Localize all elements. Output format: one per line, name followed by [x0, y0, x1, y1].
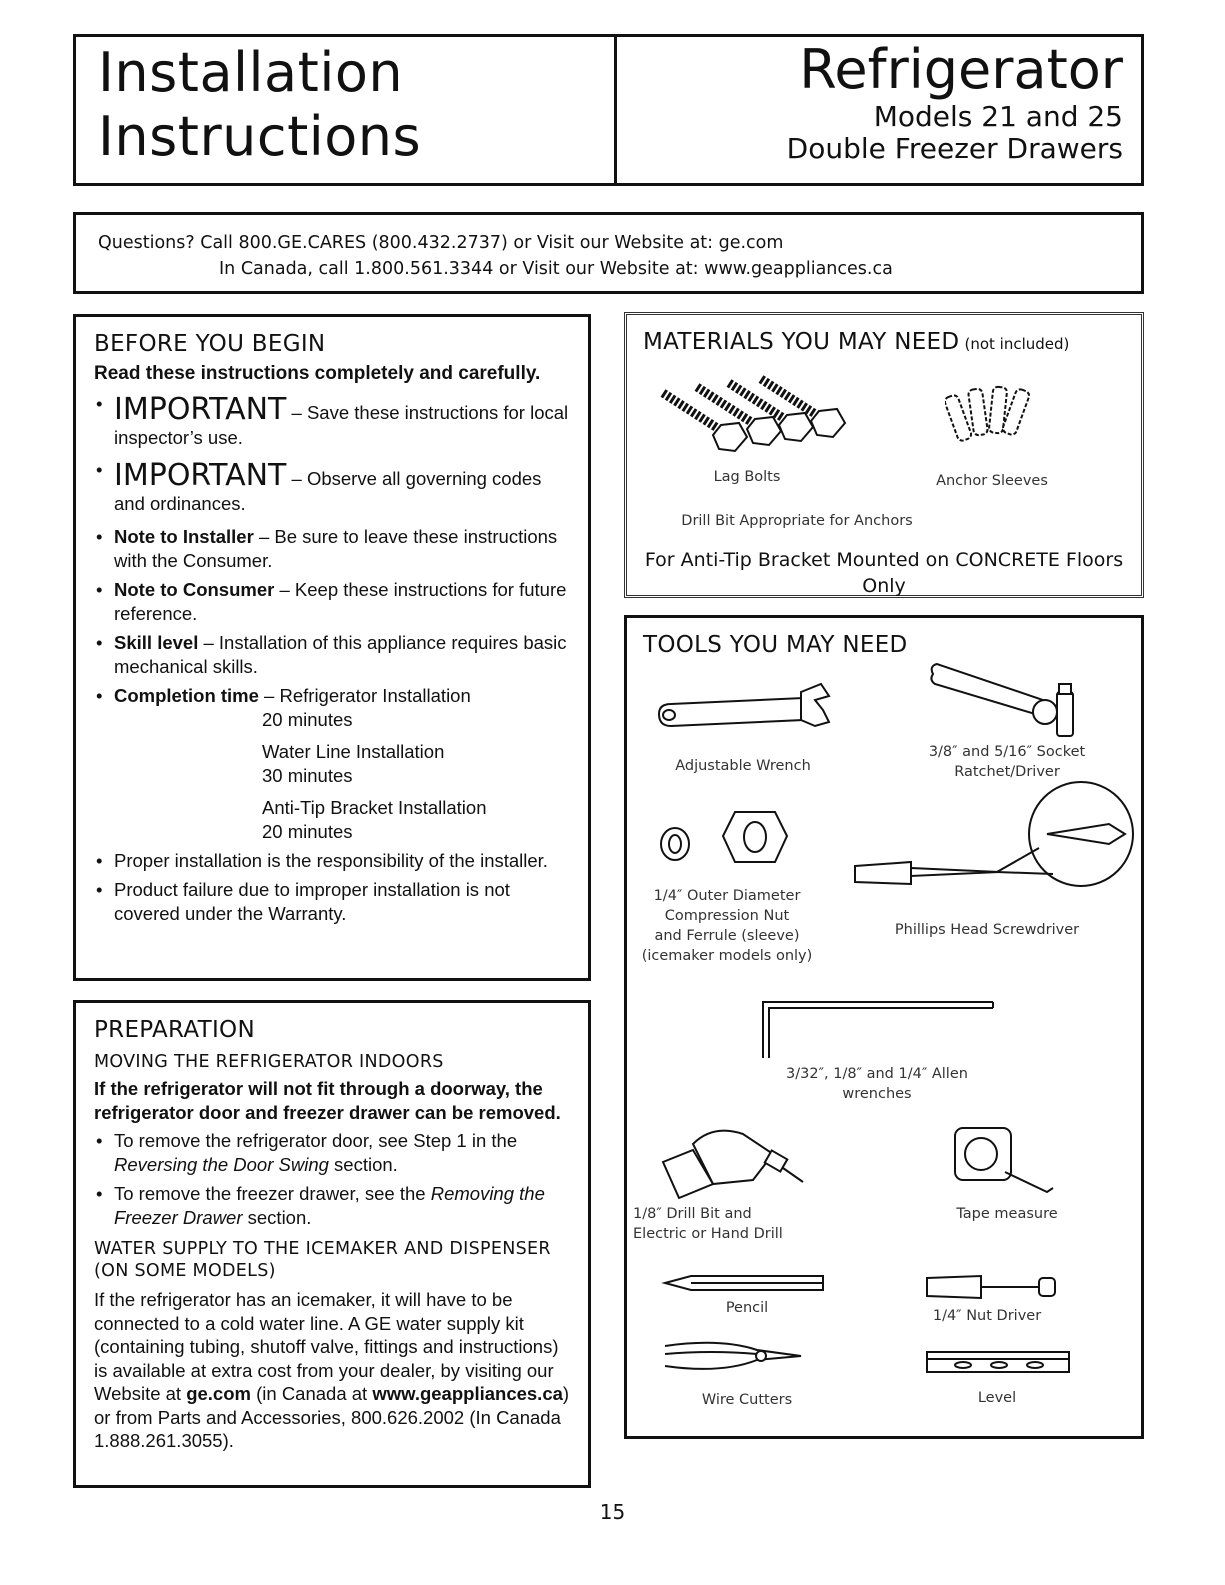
list-item — [94, 1182, 570, 1230]
consumer-label: Note to Consumer — [114, 579, 275, 600]
list-item — [94, 684, 570, 844]
time-label: Anti-Tip Bracket Installation — [262, 797, 487, 818]
nut-label-3: and Ferrule (sleeve) — [654, 928, 800, 944]
before-list — [94, 393, 570, 926]
time-value: 20 minutes — [262, 709, 353, 730]
contact-canada: In Canada, call 1.800.561.3344 or Visit our Website at: www.geappliances.ca — [219, 259, 893, 279]
skill-label: Skill level — [114, 632, 199, 653]
lag-bolts-icon — [655, 373, 855, 463]
contact-us: Questions? Call 800.GE.CARES (800.432.2737) or Visit our Website at: ge.com — [98, 233, 784, 253]
materials-heading — [643, 329, 1127, 355]
lag-bolts-label: Lag Bolts — [713, 469, 781, 485]
door-ref: Reversing the Door Swing — [114, 1154, 329, 1175]
concrete-note: For Anti-Tip Bracket Mounted on CONCRETE Floors Only — [644, 549, 1124, 597]
completion-label: Completion time — [114, 685, 259, 706]
header-title-box — [73, 34, 615, 186]
socket-label-2: Ratchet/Driver — [954, 764, 1060, 780]
water-text: ) or from Parts and Accessories, 800.626.2002 (In Canada 1.888.261.3055). — [94, 1383, 570, 1451]
tape-measure-icon — [949, 1122, 1059, 1202]
list-item — [94, 459, 570, 515]
nut-driver-label: 1/4″ Nut Driver — [932, 1308, 1042, 1324]
time-label: Water Line Installation — [262, 741, 445, 762]
list-item: • Product failure due to improper installation is not covered under the Warranty. — [94, 878, 570, 926]
lead-text: Read these instructions completely and carefully. — [94, 363, 541, 384]
socket-ratchet-icon — [923, 654, 1093, 744]
important-text: – Save these instructions for local inspector’s use. — [114, 402, 569, 448]
skill-text: – Installation of this appliance requires basic mechanical skills. — [114, 632, 567, 677]
drill-bit-label: Drill Bit Appropriate for Anchors — [681, 513, 913, 529]
section-heading: PREPARATION — [94, 1017, 255, 1043]
nut-label-4: (icemaker models only) — [641, 948, 813, 964]
compression-nut-icon — [647, 806, 797, 868]
important-label: IMPORTANT — [114, 392, 287, 427]
adjustable-wrench-icon — [653, 682, 833, 732]
installer-label: Note to Installer — [114, 526, 254, 547]
door-end: section. — [328, 1154, 398, 1175]
subheading: WATER SUPPLY TO THE ICEMAKER AND DISPENSER (ON SOME MODELS) — [94, 1239, 551, 1281]
anchor-sleeves-icon — [945, 381, 1035, 461]
pencil-icon — [661, 1270, 831, 1296]
water-paragraph — [94, 1288, 570, 1453]
section-heading: BEFORE YOU BEGIN — [94, 331, 326, 357]
list-item — [94, 525, 570, 573]
water-text: If the refrigerator has an icemaker, it will have to be connected to a cold water line. A GE water supply kit (containing tubing, shutoff valve, fittings and instructions) is available at extra cost from your dealer, by visiting our Website at — [94, 1289, 559, 1404]
allen-label-2: wrenches — [842, 1086, 912, 1102]
drill-label-1: 1/8″ Drill Bit and — [633, 1206, 752, 1222]
list-item — [94, 578, 570, 626]
phillips-screwdriver-icon — [839, 778, 1137, 890]
subheading: MOVING THE REFRIGERATOR INDOORS — [94, 1052, 444, 1072]
pencil-label: Pencil — [725, 1300, 769, 1316]
water-text: (in Canada at — [250, 1383, 373, 1404]
list-item — [94, 631, 570, 679]
important-label: IMPORTANT — [114, 458, 287, 493]
variant-line: Double Freezer Drawers — [786, 132, 1123, 165]
header-product-box — [614, 34, 1144, 186]
time-value: 30 minutes — [262, 765, 353, 786]
door-text: To remove the refrigerator door, see Step 1 in the — [114, 1130, 518, 1151]
list-item: • Proper installation is the responsibility of the installer. — [94, 849, 570, 873]
nut-driver-icon — [923, 1270, 1063, 1304]
drawer-text: To remove the freezer drawer, see the — [114, 1183, 431, 1204]
ge-link[interactable]: ge.com — [186, 1383, 251, 1404]
phillips-label: Phillips Head Screwdriver — [894, 922, 1080, 938]
not-included-note: (not included) — [964, 335, 1070, 353]
installer-text: – Be sure to leave these instructions with the Consumer. — [114, 526, 558, 571]
wrench-label: Adjustable Wrench — [675, 758, 811, 774]
preparation-section — [73, 1000, 591, 1488]
models-line: Models 21 and 25 — [873, 100, 1123, 133]
level-icon — [923, 1348, 1073, 1376]
drill-label-2: Electric or Hand Drill — [633, 1226, 783, 1242]
section-heading: MATERIALS YOU MAY NEED — [643, 329, 960, 355]
contact-box — [73, 212, 1144, 294]
prep-list — [94, 1129, 570, 1230]
tape-label: Tape measure — [956, 1206, 1058, 1222]
materials-section — [624, 312, 1144, 598]
lead-text: If the refrigerator will not fit through a doorway, the refrigerator door and freezer drawer can be removed. — [94, 1078, 561, 1123]
page-number: 15 — [599, 1500, 626, 1524]
section-heading: TOOLS YOU MAY NEED — [643, 632, 908, 658]
electric-drill-icon — [653, 1114, 813, 1204]
ca-link[interactable]: www.geappliances.ca — [372, 1383, 563, 1404]
level-label: Level — [977, 1390, 1017, 1406]
tools-section — [624, 615, 1144, 1439]
important-text: – Observe all governing codes and ordinances. — [114, 468, 542, 514]
allen-wrenches-icon — [759, 998, 999, 1060]
allen-label-1: 3/32″, 1/8″ and 1/4″ Allen — [786, 1066, 968, 1082]
drawer-end: section. — [242, 1207, 312, 1228]
nut-label-2: Compression Nut — [664, 908, 790, 924]
title-line-1: Installation — [98, 41, 404, 104]
wire-cutters-icon — [661, 1336, 811, 1376]
list-item — [94, 1129, 570, 1177]
before-you-begin-section — [73, 314, 591, 981]
title-line-2: Instructions — [98, 105, 422, 168]
list-item — [94, 393, 570, 449]
wire-cutters-label: Wire Cutters — [701, 1392, 793, 1408]
nut-label-1: 1/4″ Outer Diameter — [653, 888, 801, 904]
anchor-sleeves-label: Anchor Sleeves — [936, 473, 1048, 489]
completion-first: – Refrigerator Installation — [258, 685, 471, 706]
product-name: Refrigerator — [799, 38, 1123, 101]
time-value: 20 minutes — [262, 821, 353, 842]
drawer-ref: Removing the Freezer Drawer — [114, 1183, 545, 1228]
consumer-text: – Keep these instructions for future reference. — [114, 579, 567, 624]
socket-label-1: 3/8″ and 5/16″ Socket — [928, 744, 1086, 760]
